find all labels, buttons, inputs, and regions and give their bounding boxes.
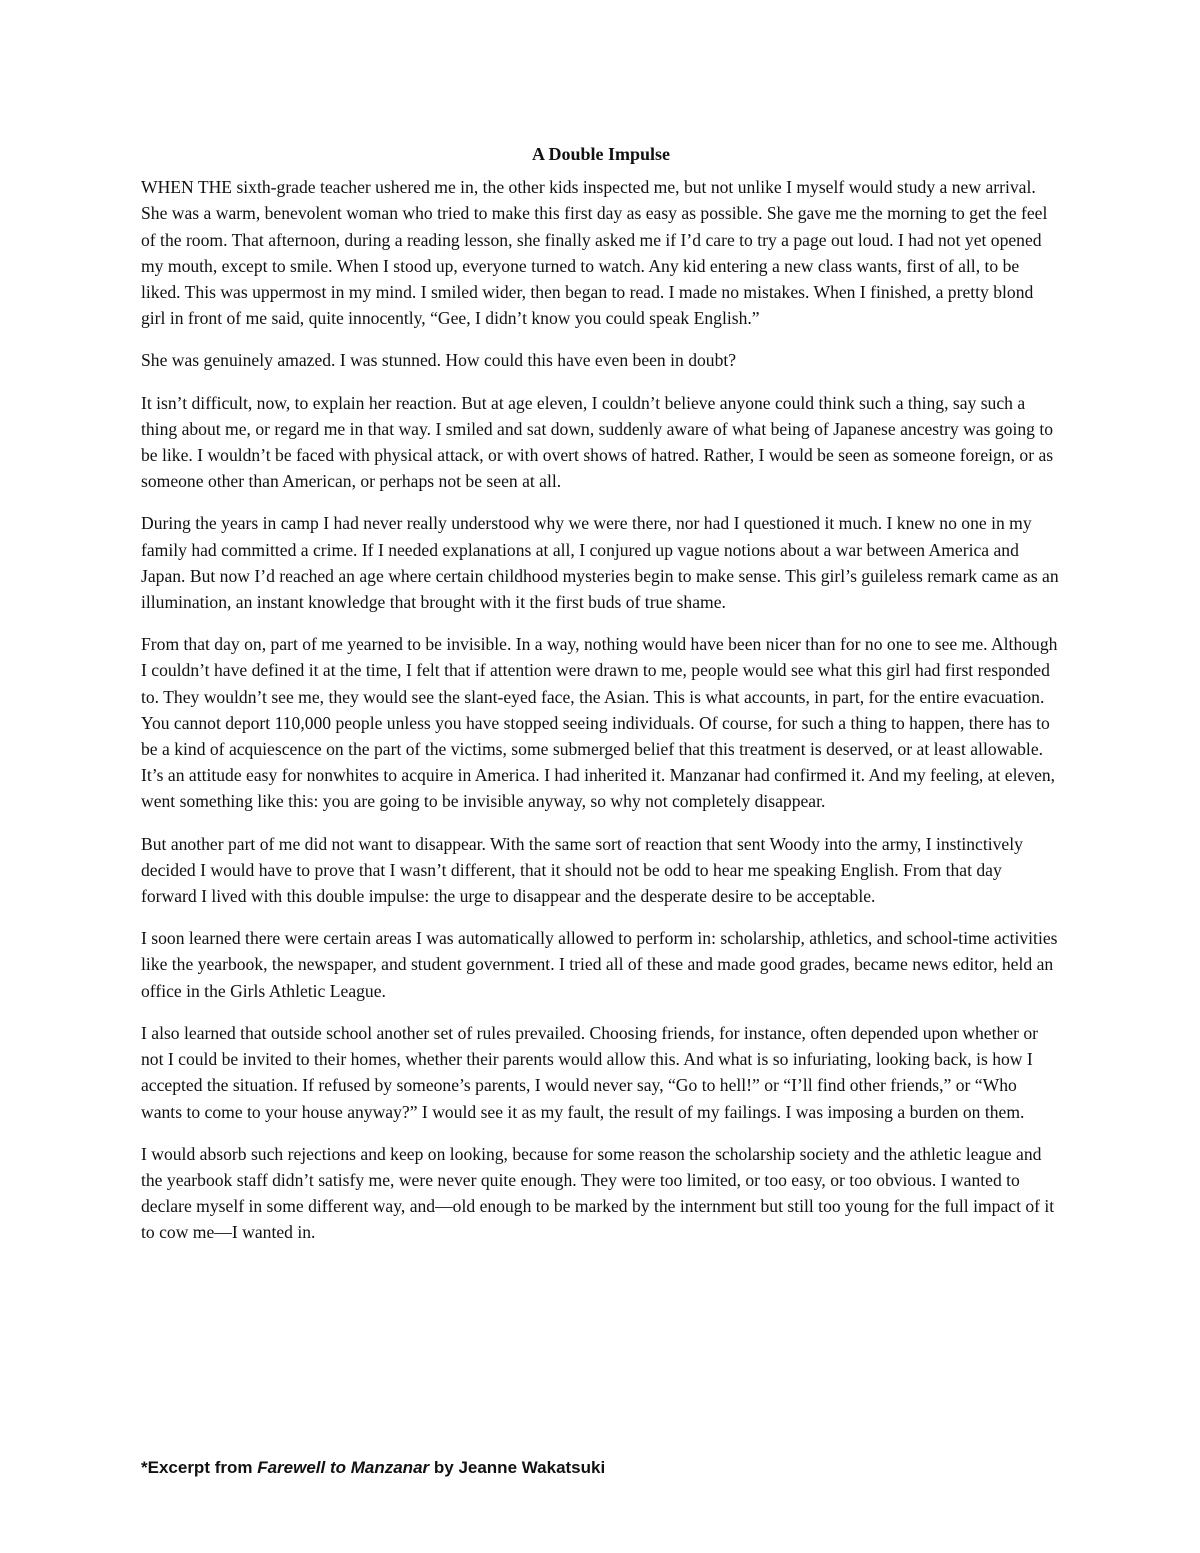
- paragraph-8: I also learned that outside school another set of rules prevailed. Choosing friends, for instance, often depended upon whether or not I could be invited to their homes, whether their parents would allow this. And what is so infuriating, looking back, is how I accepted the situation. If refused by someone’s parents, I would never say, “Go to hell!” or “I’ll find other friends,” or “Who wants to come to your house anyway?” I would see it as my fault, the result of my failings. I was imposing a burden on them.: [141, 1022, 1039, 1122]
- citation-book-title: Farewell to Manzanar: [257, 1458, 430, 1477]
- paragraph-9: I would absorb such rejections and keep on looking, because for some reason the scholarship society and the athletic league and the yearbook staff didn’t satisfy me, were never quite enough. They were too limited, or too easy, or too obvious. I wanted to declare myself in some different way, and—old enough to be marked by the internment but still too young for the full impact of it to cow me—I wanted in.: [141, 1143, 1055, 1243]
- document-title: A Double Impulse: [531, 144, 671, 164]
- paragraph-5: From that day on, part of me yearned to be invisible. In a way, nothing would have been nicer than for no one to see me. Although I couldn’t have defined it at the time, I felt that if attention were drawn to me, people would see what this girl had first responded to. They wouldn’t see me, they would see the slant-eyed face, the Asian. This is what accounts, in part, for the entire evacuation. You cannot deport 110,000 people unless you have stopped seeing individuals. Of course, for such a thing to happen, there has to be a kind of acquiescence on the part of the victims, some submerged belief that this treatment is deserved, or at least allowable. It’s an attitude easy for nonwhites to acquire in America. I had inherited it. Manzanar had confirmed it. And my feeling, at eleven, went something like this: you are going to be invisible anyway, so why not completely disappear.: [141, 634, 1058, 812]
- paragraph-1: WHEN THE sixth-grade teacher ushered me in, the other kids inspected me, but not unlike I myself would study a new arrival. She was a warm, benevolent woman who tried to make this first day as easy as possible. She gave me the morning to get the feel of the room. That afternoon, during a reading lesson, she finally asked me if I’d care to try a page out loud. I had not yet opened my mouth, except to smile. When I stood up, everyone turned to watch. Any kid entering a new class wants, first of all, to be liked. This was uppermost in my mind. I smiled wider, then began to read. I made no mistakes. When I finished, a pretty blond girl in front of me said, quite innocently, “Gee, I didn’t know you could speak English.”: [141, 177, 1048, 329]
- paragraph-7: I soon learned there were certain areas I was automatically allowed to perform in: scholarship, athletics, and school-time activities like the yearbook, the newspaper, and student government. I tried all of these and made good grades, became news editor, held an office in the Girls Athletic League.: [141, 928, 1058, 1001]
- citation-prefix: *Excerpt from: [141, 1458, 258, 1477]
- document-body: [141, 141, 1061, 1262]
- paragraph-2: She was genuinely amazed. I was stunned. How could this have even been in doubt?: [141, 350, 737, 371]
- paragraph-3: It isn’t difficult, now, to explain her reaction. But at age eleven, I couldn’t believe anyone could think such a thing, say such a thing about me, or regard me in that way. I smiled and sat down, suddenly aware of what being of Japanese ancestry was going to be like. I wouldn’t be faced with physical attack, or with overt shows of hatred. Rather, I would be seen as someone foreign, or as someone other than American, or perhaps not be seen at all.: [141, 392, 1054, 492]
- citation-author: Jeanne Wakatsuki: [458, 1458, 606, 1477]
- paragraph-6: But another part of me did not want to disappear. With the same sort of reaction that sent Woody into the army, I instinctively decided I would have to prove that I wasn’t different, that it should not be odd to hear me speaking English. From that day forward I lived with this double impulse: the urge to disappear and the desperate desire to be acceptable.: [141, 833, 1023, 907]
- source-citation: [141, 1458, 605, 1478]
- citation-by: by: [429, 1458, 459, 1477]
- paragraph-4: During the years in camp I had never really understood why we were there, nor had I questioned it much. I knew no one in my family had committed a crime. If I needed explanations at all, I conjured up vague notions about a war between America and Japan. But now I’d reached an age where certain childhood mysteries begin to make sense. This girl’s guileless remark came as an illumination, an instant knowledge that brought with it the first buds of true shame.: [141, 513, 1059, 613]
